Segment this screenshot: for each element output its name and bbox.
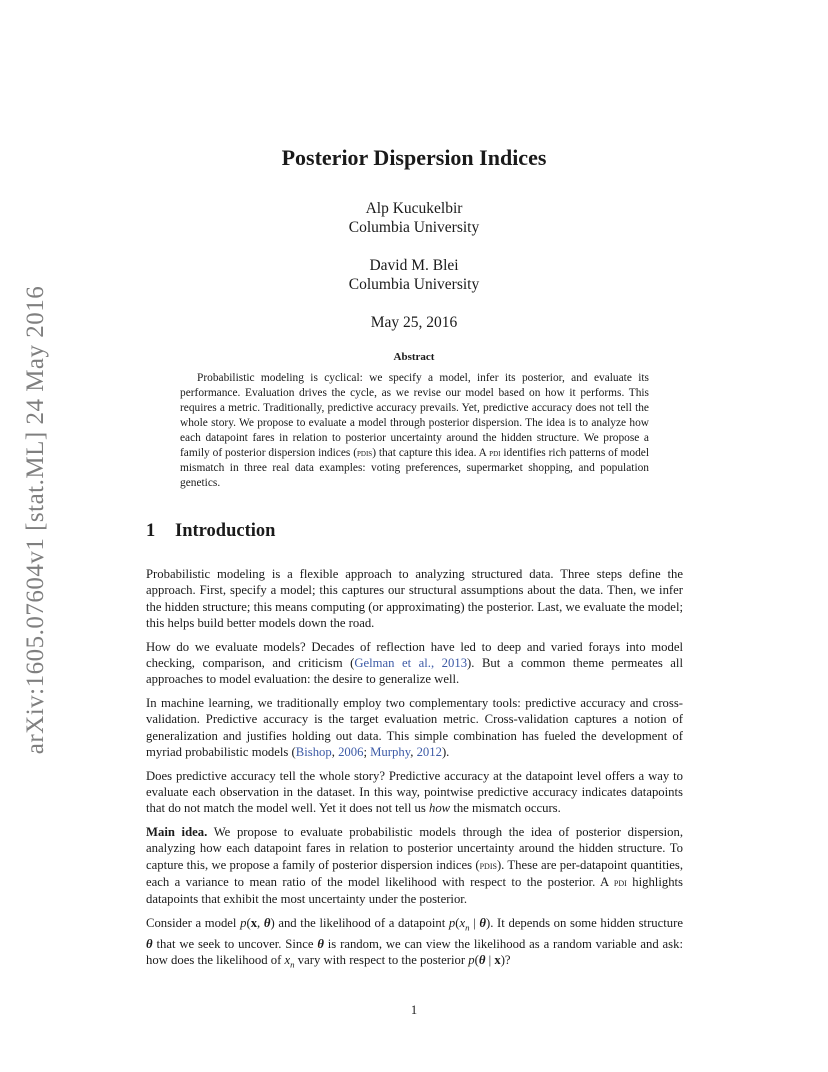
body-text [146, 566, 683, 981]
paragraph: In machine learning, we traditionally employ two complementary tools: predictive accuracy and cross-validation. Predictive accuracy is the target evaluation metric. Cross-validation captures a notion of generalization and justifies holding out data. This simple combination has fueled the development of myriad probabilistic models (Bishop, 2006; Murphy, 2012). [146, 696, 683, 759]
page-number: 1 [410, 1003, 418, 1017]
pdi-acronym: pdi [489, 448, 501, 459]
citation-link[interactable]: 2006 [338, 744, 364, 759]
abstract-text: Probabilistic modeling is cyclical: we specify a model, infer its posterior, and evaluate its performance. Evaluation drives the cycle, as we revise our model based on how it performs. This requires a metric. Traditionally, predictive accuracy prevails. Yet, predictive accuracy does not tell the whole story. We propose to evaluate a model through posterior dispersion. The idea is to analyze how each datapoint fares in relation to posterior uncertainty around the hidden structure. We propose a family of posterior dispersion indices (pdis) that capture this idea. A pdi identifies rich patterns of model mismatch in three real data examples: voting preferences, supermarket shopping, and population genetics. [180, 372, 649, 489]
paragraph: Consider a model p(x, θ) and the likelihood of a datapoint $p(x_n$ | θ). It depends on some hidden structure θ that we seek to uncover. Since θ is random, we can view the likelihood as a random variable and ask: how does the likelihood of $x_n$ vary with respect to the posterior p(θ | x)? [146, 916, 684, 970]
paper-date: May 25, 2016 [370, 314, 458, 331]
author-affiliation: Columbia University [348, 219, 480, 236]
paragraph: How do we evaluate models? Decades of reflection have led to deep and varied forays into model checking, comparison, and criticism (Gelman et al., 2013). But a common theme permeates all approaches to model evaluation: the desire to generalize well. [146, 639, 683, 687]
math-expression: θ [146, 936, 153, 951]
author-name: David M. Blei [369, 257, 459, 274]
author-block-2 [0, 256, 828, 294]
section-heading [146, 521, 275, 542]
runin-heading: Main idea. [146, 825, 208, 840]
author-block-1 [0, 199, 828, 237]
paragraph: Does predictive accuracy tell the whole story? Predictive accuracy at the datapoint level offers a way to evaluate each observation in the dataset. In this way, pointwise predictive accuracy indicates datapoints that do not match the model well. Yet it does not tell us how the mismatch occurs. [146, 768, 683, 816]
arxiv-stamp: arXiv:1605.07604v1 [stat.ML] 24 May 2016 [22, 285, 49, 755]
paragraph: Main idea. We propose to evaluate probabilistic models through the idea of posterior dispersion, analyzing how each datapoint fares in relation to posterior uncertainty around the hidden structure. To capture this, we propose a family of posterior dispersion indices (pdis). These are per-datapoint quantities, each a variance to mean ratio of the model likelihood with respect to the posterior. A pdi highlights datapoints that exhibit the most uncertainty under the posterior. [146, 825, 683, 907]
citation-link[interactable]: Bishop [295, 744, 332, 759]
author-affiliation: Columbia University [348, 276, 480, 293]
math-expression: p [448, 916, 456, 931]
citation-link[interactable]: Gelman et al., 2013 [354, 655, 468, 670]
math-expression: θ [317, 936, 324, 951]
abstract-heading: Abstract [393, 351, 435, 363]
section-number: 1 [146, 521, 156, 541]
math-expression: $x_n$ [284, 953, 295, 970]
citation-link[interactable]: 2012 [416, 744, 442, 759]
math-expression: p [468, 953, 475, 968]
math-expression: p [240, 916, 247, 931]
author-name: Alp Kucukelbir [365, 200, 463, 217]
section-title: Introduction [175, 521, 276, 541]
citation-link[interactable]: Murphy [370, 744, 411, 759]
paper-title: Posterior Dispersion Indices [281, 145, 547, 170]
paragraph: Probabilistic modeling is a flexible approach to analyzing structured data. Three steps define the approach. First, specify a model; this captures our structural assumptions about the data. Then, we infer the hidden structure; this means computing (or approximating) the posterior. Last, we evaluate the model; this helps build better models down the road. [146, 567, 683, 630]
pdis-acronym: pdis [357, 448, 373, 459]
